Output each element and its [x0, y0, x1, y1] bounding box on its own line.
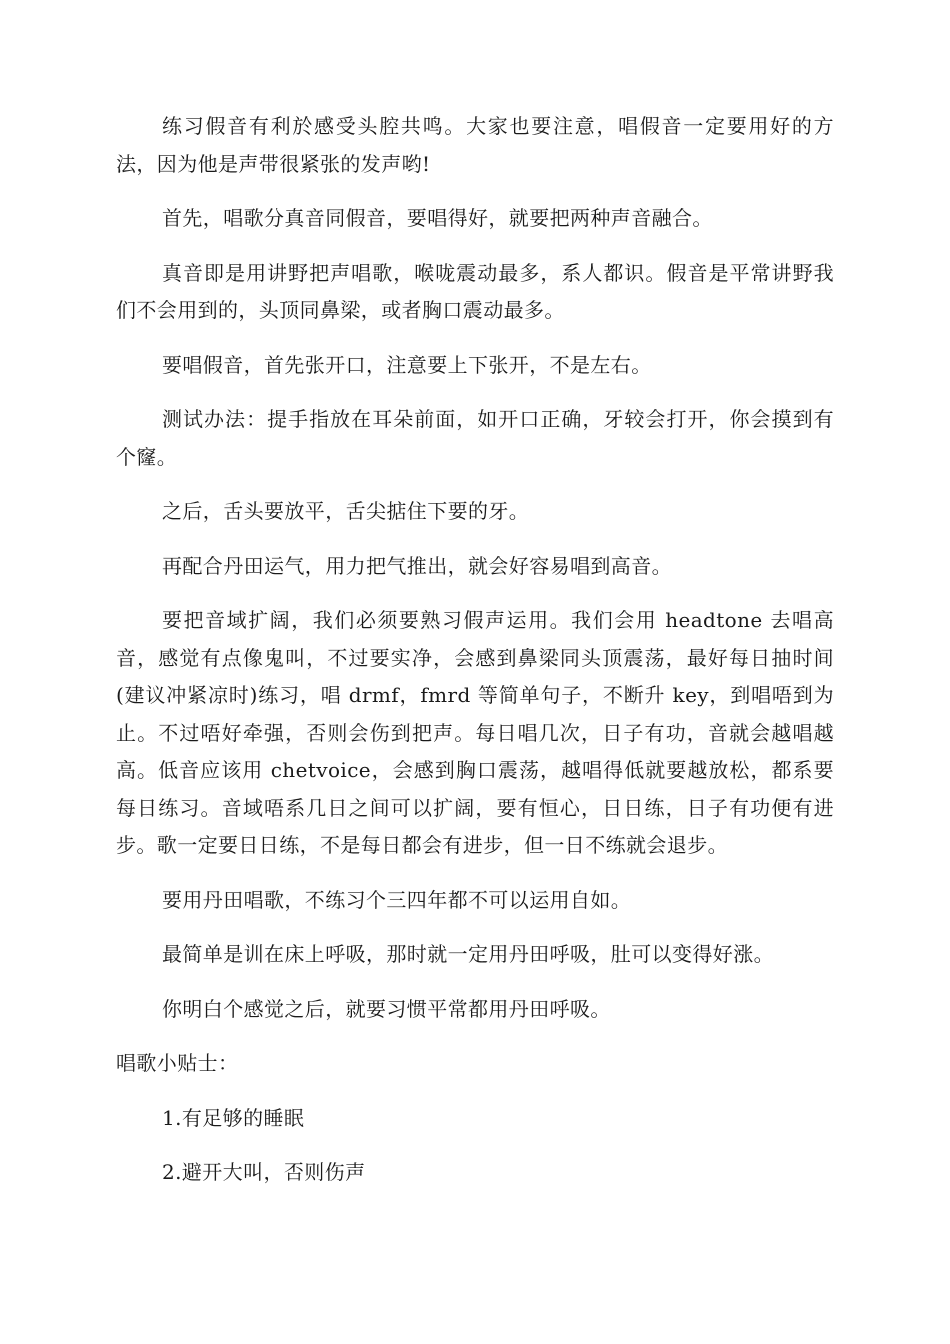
paragraph: 要用丹田唱歌，不练习个三四年都不可以运用自如。 [162, 887, 632, 912]
paragraph: 要唱假音，首先张开口，注意要上下张开，不是左右。 [162, 352, 652, 377]
paragraph: 测试办法：提手指放在耳朵前面，如开口正确，牙较会打开，你会摸到有个窿。 [116, 407, 834, 469]
paragraph: 之后，舌头要放平，舌尖掂住下要的牙。 [162, 499, 530, 523]
tips-heading: 唱歌小贴士： [116, 1051, 239, 1075]
document-body [116, 108, 834, 1209]
paragraph: 首先，唱歌分真音同假音，要唱得好，就要把两种声音融合。 [162, 206, 713, 230]
paragraph: 真音即是用讲野把声唱歌，喉咙震动最多，系人都识。假音是平常讲野我们不会用到的，头顶同鼻梁，或者胸口震动最多。 [116, 260, 834, 322]
paragraph: 再配合丹田运气，用力把气推出，就会好容易唱到高音。 [162, 553, 672, 578]
paragraph: 最简单是训在床上呼吸，那时就一定用丹田呼吸，肚可以变得好涨。 [162, 942, 774, 966]
tip-item: 2.避开大叫，否则伤声 [162, 1160, 366, 1184]
paragraph: 要把音域扩阔，我们必须要熟习假声运用。我们会用 headtone 去唱高音，感觉有点像鬼叫，不过要实净，会感到鼻梁同头顶震荡，最好每日抽时间(建议冲紧凉时)练习，唱 drmf，fmrd 等简单句子，不断升 key，到唱唔到为止。不过唔好牵强，否则会伤到把声。每日唱几次，日子有功，音就会越唱越高。低音应该用 chetvoice，会感到胸口震荡，越唱得低就要越放松，都系要每日练习。音域唔系几日之间可以扩阔，要有恒心，日日练，日子有功便有进步。歌一定要日日练，不是每日都会有进步，但一日不练就会退步。 [116, 608, 834, 857]
paragraph: 练习假音有利於感受头腔共鸣。大家也要注意，唱假音一定要用好的方法，因为他是声带很紧张的发声哟! [116, 114, 834, 176]
paragraph: 你明白个感觉之后，就要习惯平常都用丹田呼吸。 [162, 996, 611, 1021]
tip-item: 1.有足够的睡眠 [162, 1105, 305, 1130]
